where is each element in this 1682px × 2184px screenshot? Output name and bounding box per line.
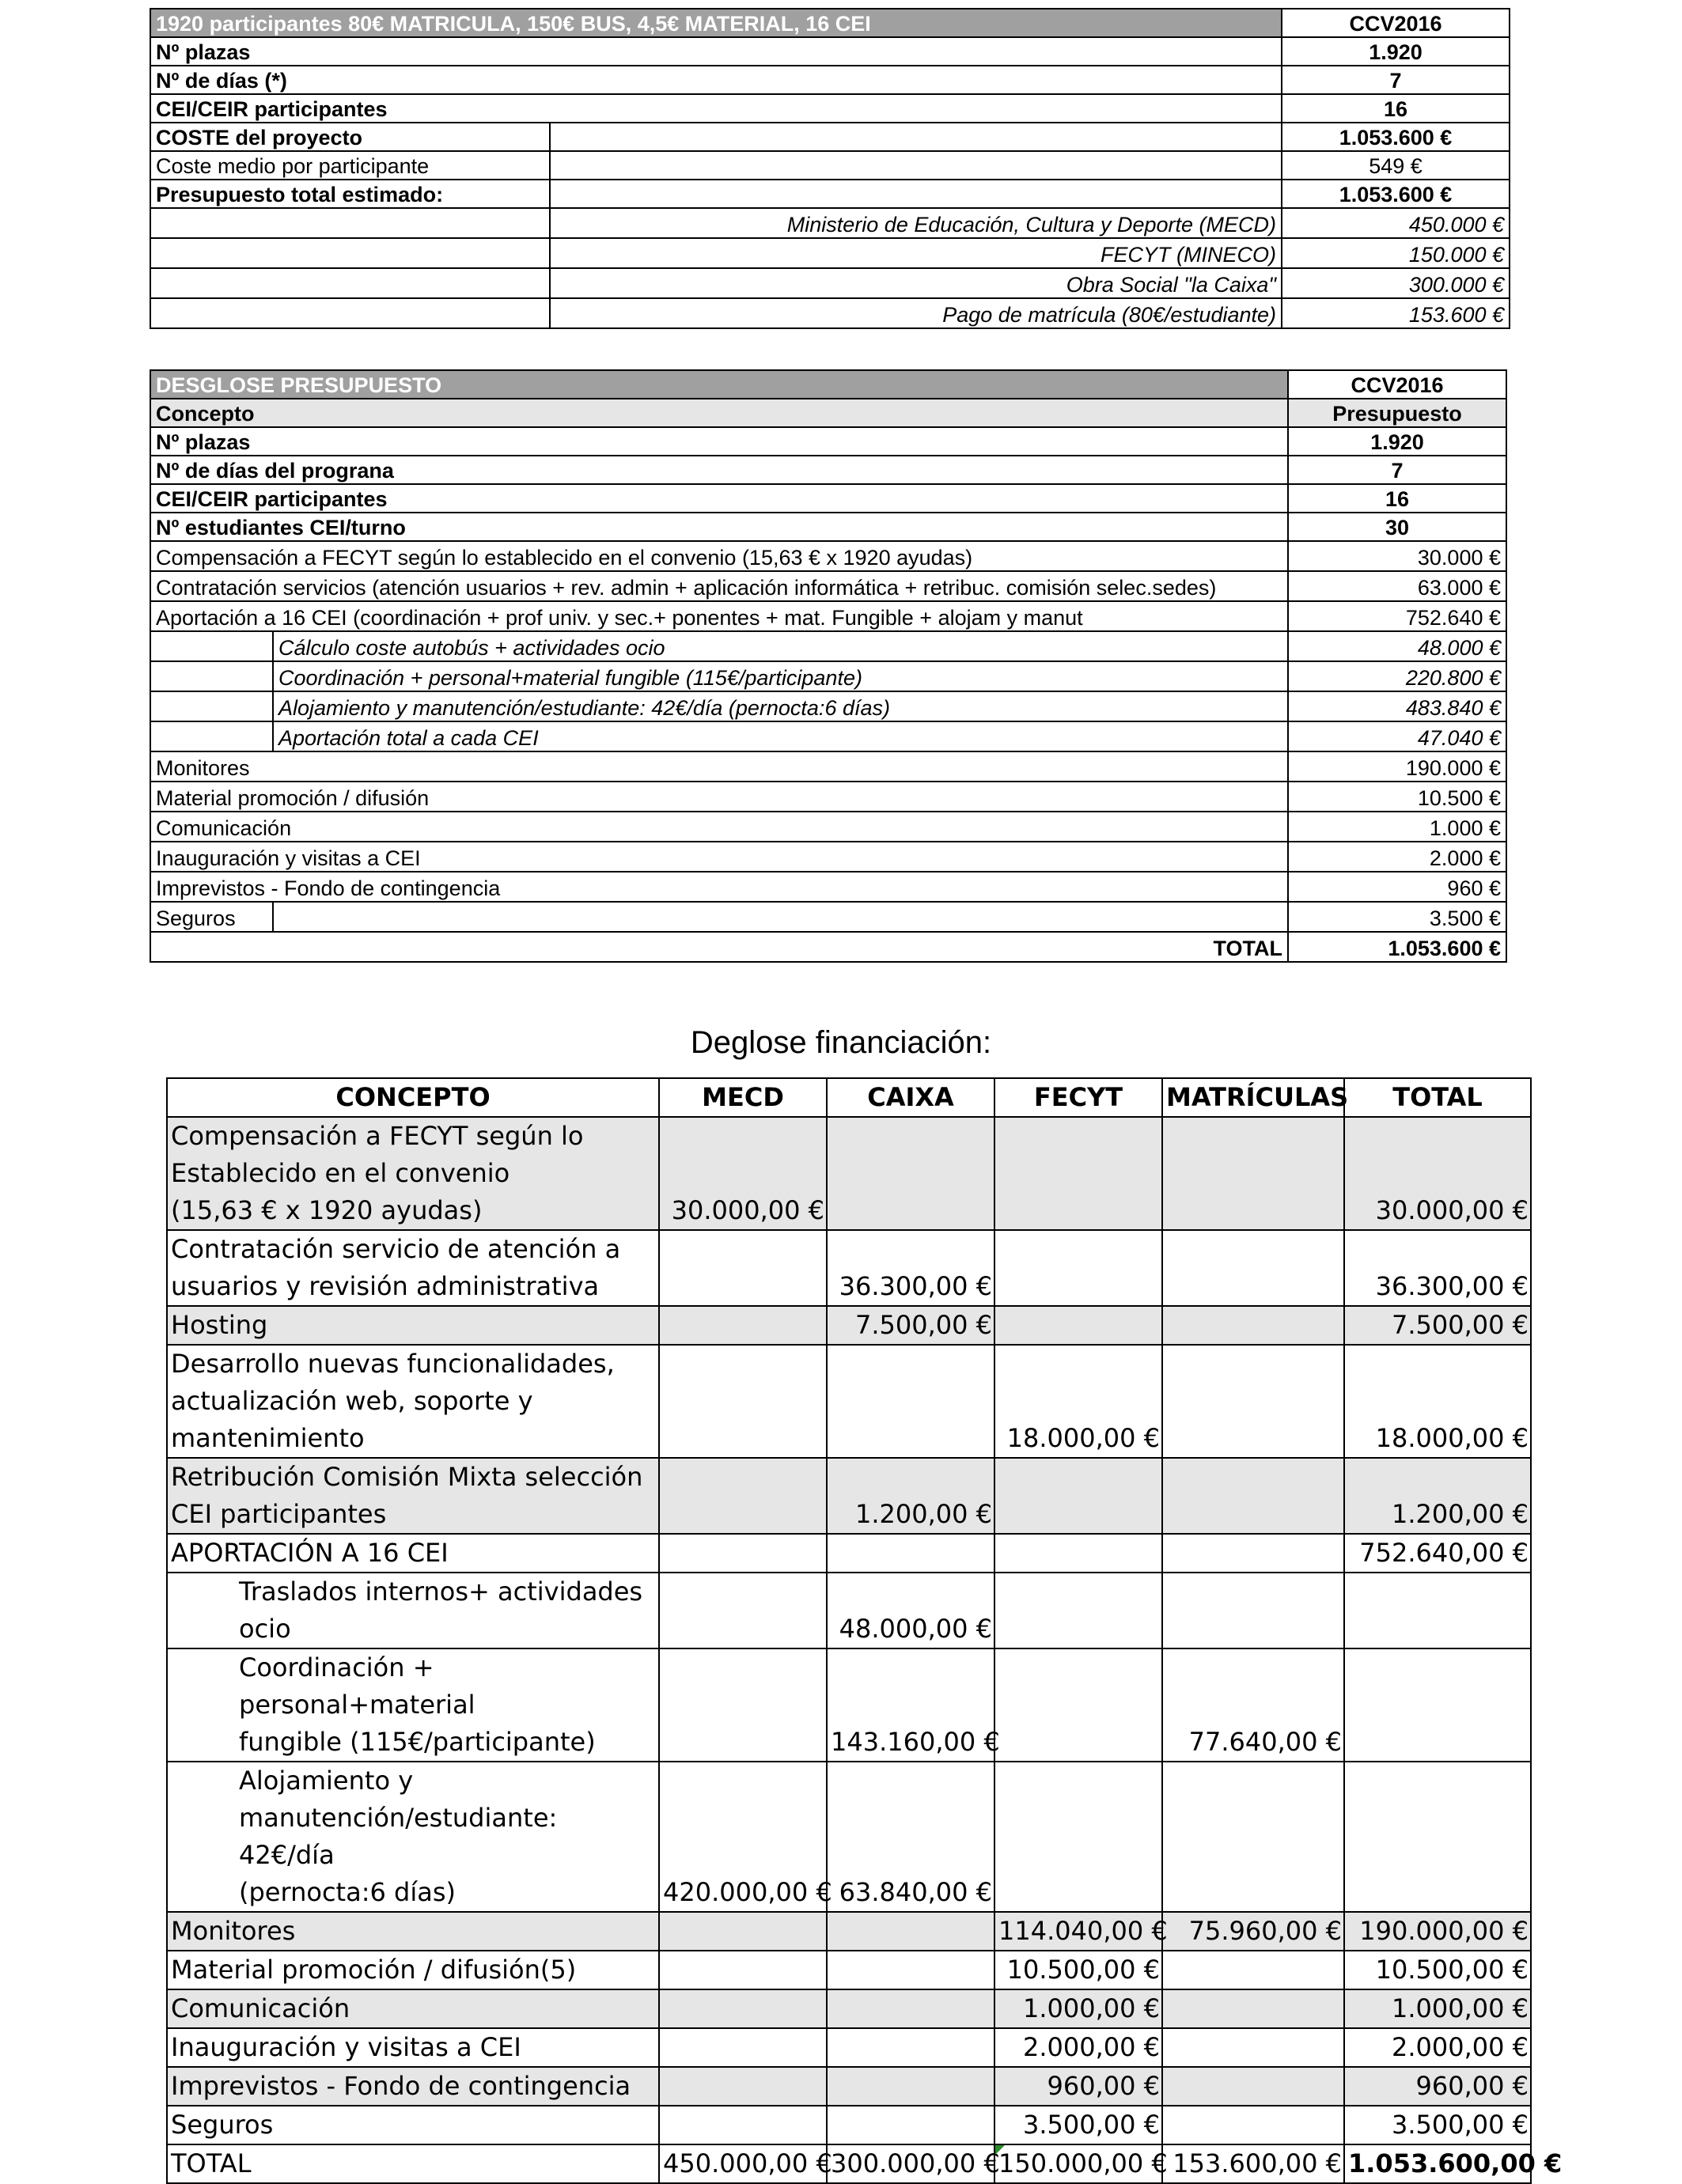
- financing-concept-line: Alojamiento y: [239, 1766, 414, 1796]
- breakdown-label: Aportación a 16 CEI (coordinación + prof univ. y sec.+ ponentes + mat. Fungible + alojam y manut: [150, 601, 1288, 631]
- financing-value-caixa: 48.000,00 €: [827, 1573, 994, 1648]
- financing-value-caixa: [827, 1989, 994, 2028]
- financing-row: [167, 1345, 1531, 1458]
- financing-concept-line: Hosting: [171, 1310, 268, 1340]
- financing-value-mecd: [659, 1951, 827, 1989]
- financing-header-fecyt: FECYT: [994, 1078, 1162, 1117]
- financing-value-caixa: [827, 2106, 994, 2144]
- breakdown-indent-cell: [150, 631, 273, 661]
- financing-concept: [167, 1117, 659, 1230]
- breakdown-value: 10.500 €: [1288, 782, 1506, 812]
- breakdown-value: 752.640 €: [1288, 601, 1506, 631]
- breakdown-sub-value: 220.800 €: [1288, 661, 1506, 691]
- financing-total-fecyt: 150.000,00 €: [994, 2144, 1162, 2183]
- breakdown-label: Nº de días del prograna: [150, 456, 1288, 484]
- breakdown-concept-value: Presupuesto: [1288, 399, 1506, 427]
- financing-value-total: 960,00 €: [1344, 2067, 1531, 2106]
- summary-value: 1.920: [1282, 37, 1510, 66]
- financing-concept: [167, 1345, 659, 1458]
- financing-value-caixa: [827, 1345, 994, 1458]
- financing-value-total: 2.000,00 €: [1344, 2028, 1531, 2067]
- financing-value-mecd: [659, 1912, 827, 1951]
- financing-concept: [167, 1534, 659, 1573]
- financing-concept-line: usuarios y revisión administrativa: [171, 1271, 600, 1301]
- financing-value-mecd: 30.000,00 €: [659, 1117, 827, 1230]
- financing-row: [167, 1951, 1531, 1989]
- financing-value-mecd: [659, 1573, 827, 1648]
- financing-value-mecd: [659, 2106, 827, 2144]
- breakdown-value: 30.000 €: [1288, 541, 1506, 571]
- financing-row: [167, 1989, 1531, 2028]
- financing-concept-line: ocio: [239, 1614, 291, 1644]
- financing-title: Deglose financiación:: [690, 1025, 992, 1060]
- financing-header-caixa: CAIXA: [827, 1078, 994, 1117]
- breakdown-label: Nº estudiantes CEI/turno: [150, 513, 1288, 541]
- financing-row: [167, 1458, 1531, 1534]
- breakdown-value: 3.500 €: [1288, 902, 1506, 932]
- financing-total-total: 1.053.600,00 €: [1344, 2144, 1531, 2183]
- financing-concept: [167, 1989, 659, 2028]
- financing-concept-line: Comunicación: [171, 1993, 350, 2023]
- financing-concept: [167, 1762, 659, 1912]
- financing-value-total: 752.640,00 €: [1344, 1534, 1531, 1573]
- financing-concept: [167, 2028, 659, 2067]
- financing-concept-line: Contratación servicio de atención a: [171, 1234, 621, 1264]
- financing-value-fecyt: [994, 1306, 1162, 1345]
- financing-concept-line: actualización web, soporte y: [171, 1386, 533, 1416]
- financing-concept: [167, 1573, 659, 1648]
- financing-concept: [167, 1912, 659, 1951]
- summary-header-col: CCV2016: [1282, 9, 1510, 37]
- financing-value-caixa: 143.160,00 €: [827, 1648, 994, 1762]
- financing-value-matriculas: [1162, 1458, 1344, 1534]
- financing-value-total: 30.000,00 €: [1344, 1117, 1531, 1230]
- breakdown-header-col: CCV2016: [1288, 370, 1506, 399]
- financing-concept-line: APORTACIÓN A 16 CEI: [171, 1538, 449, 1568]
- breakdown-label: Monitores: [150, 751, 1288, 782]
- financing-concept: [167, 1648, 659, 1762]
- financing-value-caixa: 1.200,00 €: [827, 1458, 994, 1534]
- summary-value: 16: [1282, 94, 1510, 123]
- breakdown-indent-cell: [150, 691, 273, 721]
- financing-value-mecd: 420.000,00 €: [659, 1762, 827, 1912]
- financing-row: [167, 1306, 1531, 1345]
- financing-concept-line: CEI participantes: [171, 1499, 387, 1529]
- summary-empty-cell: [550, 151, 1282, 180]
- breakdown-sub-label: Alojamiento y manutención/estudiante: 42€/día (pernocta:6 días): [273, 691, 1288, 721]
- financing-value-matriculas: [1162, 2106, 1344, 2144]
- financing-concept-line: Coordinación + personal+material: [239, 1652, 475, 1720]
- breakdown-sub-label: Cálculo coste autobús + actividades ocio: [273, 631, 1288, 661]
- funder-value: 150.000 €: [1282, 238, 1510, 268]
- financing-total-mecd: 450.000,00 €: [659, 2144, 827, 2183]
- financing-value-matriculas: [1162, 1345, 1344, 1458]
- financing-value-matriculas: [1162, 1534, 1344, 1573]
- summary-header-title: 1920 participantes 80€ MATRICULA, 150€ BUS, 4,5€ MATERIAL, 16 CEI: [150, 9, 1282, 37]
- financing-value-fecyt: 3.500,00 €: [994, 2106, 1162, 2144]
- financing-header-concepto: CONCEPTO: [167, 1078, 659, 1117]
- financing-concept-line: Establecido en el convenio: [171, 1158, 510, 1188]
- summary-empty-cell: [150, 268, 550, 298]
- funder-label: Pago de matrícula (80€/estudiante): [550, 298, 1282, 328]
- summary-value: 549 €: [1282, 151, 1510, 180]
- breakdown-label: CEI/CEIR participantes: [150, 484, 1288, 513]
- summary-label: COSTE del proyecto: [150, 123, 550, 151]
- financing-value-fecyt: 114.040,00 €: [994, 1912, 1162, 1951]
- financing-value-fecyt: 10.500,00 €: [994, 1951, 1162, 1989]
- financing-concept-line: Imprevistos - Fondo de contingencia: [171, 2071, 631, 2101]
- financing-value-total: [1344, 1648, 1531, 1762]
- financing-row: [167, 2028, 1531, 2067]
- breakdown-indent-cell: [150, 661, 273, 691]
- financing-total-label: TOTAL: [167, 2144, 659, 2183]
- summary-empty-cell: [550, 123, 1282, 151]
- breakdown-sub-value: 483.840 €: [1288, 691, 1506, 721]
- breakdown-label: Imprevistos - Fondo de contingencia: [150, 872, 1288, 902]
- financing-total-matriculas: 153.600,00 €: [1162, 2144, 1344, 2183]
- funder-value: 450.000 €: [1282, 208, 1510, 238]
- financing-value-matriculas: [1162, 1117, 1344, 1230]
- financing-concept: [167, 1458, 659, 1534]
- financing-value-fecyt: [994, 1534, 1162, 1573]
- breakdown-label: Nº plazas: [150, 427, 1288, 456]
- breakdown-value: 1.920: [1288, 427, 1506, 456]
- funder-label: Ministerio de Educación, Cultura y Deporte (MECD): [550, 208, 1282, 238]
- breakdown-sub-value: 47.040 €: [1288, 721, 1506, 751]
- financing-value-matriculas: [1162, 1230, 1344, 1306]
- financing-concept: [167, 1306, 659, 1345]
- financing-concept-line: Compensación a FECYT según lo: [171, 1121, 584, 1151]
- breakdown-sub-value: 48.000 €: [1288, 631, 1506, 661]
- breakdown-value: 30: [1288, 513, 1506, 541]
- financing-value-matriculas: [1162, 2067, 1344, 2106]
- breakdown-sub-label: Aportación total a cada CEI: [273, 721, 1288, 751]
- financing-value-mecd: [659, 1989, 827, 2028]
- financing-concept-line: manutención/estudiante: 42€/día: [239, 1803, 558, 1870]
- funder-value: 153.600 €: [1282, 298, 1510, 328]
- financing-concept-line: fungible (115€/participante): [239, 1727, 596, 1757]
- financing-value-total: 10.500,00 €: [1344, 1951, 1531, 1989]
- financing-value-total: 3.500,00 €: [1344, 2106, 1531, 2144]
- summary-label: Presupuesto total estimado:: [150, 180, 550, 208]
- financing-row: [167, 1762, 1531, 1912]
- financing-value-caixa: [827, 2067, 994, 2106]
- summary-empty-cell: [150, 298, 550, 328]
- breakdown-value: 63.000 €: [1288, 571, 1506, 601]
- breakdown-value: 960 €: [1288, 872, 1506, 902]
- financing-concept-line: Monitores: [171, 1916, 296, 1946]
- breakdown-label: Compensación a FECYT según lo establecido en el convenio (15,63 € x 1920 ayudas): [150, 541, 1288, 571]
- financing-header-matriculas: MATRÍCULAS: [1162, 1078, 1344, 1117]
- breakdown-indent-cell: [150, 721, 273, 751]
- financing-value-mecd: [659, 2067, 827, 2106]
- financing-value-fecyt: 2.000,00 €: [994, 2028, 1162, 2067]
- breakdown-value: 190.000 €: [1288, 751, 1506, 782]
- funder-label: FECYT (MINECO): [550, 238, 1282, 268]
- financing-value-fecyt: [994, 1458, 1162, 1534]
- financing-total-caixa: 300.000,00 €: [827, 2144, 994, 2183]
- financing-concept-line: Desarrollo nuevas funcionalidades,: [171, 1349, 615, 1379]
- financing-value-caixa: 36.300,00 €: [827, 1230, 994, 1306]
- summary-label: Nº plazas: [150, 37, 1282, 66]
- breakdown-table: [150, 369, 1507, 963]
- financing-row: [167, 1230, 1531, 1306]
- financing-row: [167, 1648, 1531, 1762]
- funder-value: 300.000 €: [1282, 268, 1510, 298]
- summary-label: CEI/CEIR participantes: [150, 94, 1282, 123]
- financing-value-mecd: [659, 1534, 827, 1573]
- financing-concept: [167, 1230, 659, 1306]
- breakdown-value: 2.000 €: [1288, 842, 1506, 872]
- breakdown-concept-label: Concepto: [150, 399, 1288, 427]
- financing-concept-line: mantenimiento: [171, 1423, 365, 1453]
- breakdown-header-title: DESGLOSE PRESUPUESTO: [150, 370, 1288, 399]
- financing-concept-line: Seguros: [171, 2110, 274, 2140]
- financing-value-total: 1.200,00 €: [1344, 1458, 1531, 1534]
- financing-row: [167, 2067, 1531, 2106]
- financing-value-fecyt: 1.000,00 €: [994, 1989, 1162, 2028]
- summary-table: [150, 8, 1510, 329]
- financing-value-fecyt: [994, 1230, 1162, 1306]
- financing-value-matriculas: [1162, 2028, 1344, 2067]
- financing-value-mecd: [659, 1306, 827, 1345]
- summary-label: Nº de días (*): [150, 66, 1282, 94]
- financing-row: [167, 1534, 1531, 1573]
- financing-value-caixa: [827, 1534, 994, 1573]
- financing-value-matriculas: [1162, 1951, 1344, 1989]
- financing-value-fecyt: [994, 1117, 1162, 1230]
- summary-empty-cell: [150, 238, 550, 268]
- financing-value-caixa: [827, 1117, 994, 1230]
- financing-concept-line: Inauguración y visitas a CEI: [171, 2032, 521, 2062]
- financing-value-mecd: [659, 1648, 827, 1762]
- breakdown-total-label: TOTAL: [150, 932, 1288, 962]
- breakdown-label: Comunicación: [150, 812, 1288, 842]
- financing-value-total: 190.000,00 €: [1344, 1912, 1531, 1951]
- summary-empty-cell: [150, 208, 550, 238]
- financing-concept: [167, 2067, 659, 2106]
- breakdown-label: Seguros: [150, 902, 273, 932]
- summary-label: Coste medio por participante: [150, 151, 550, 180]
- financing-concept-line: (pernocta:6 días): [239, 1877, 456, 1907]
- summary-value: 1.053.600 €: [1282, 180, 1510, 208]
- financing-value-fecyt: [994, 1573, 1162, 1648]
- breakdown-label: Inauguración y visitas a CEI: [150, 842, 1288, 872]
- financing-value-fecyt: [994, 1648, 1162, 1762]
- financing-concept-line: (15,63 € x 1920 ayudas): [171, 1195, 483, 1225]
- financing-value-total: [1344, 1573, 1531, 1648]
- funder-label: Obra Social "la Caixa": [550, 268, 1282, 298]
- financing-concept-line: Retribución Comisión Mixta selección: [171, 1462, 643, 1492]
- breakdown-empty-cell: [273, 902, 1288, 932]
- financing-value-total: 1.000,00 €: [1344, 1989, 1531, 2028]
- financing-value-fecyt: [994, 1762, 1162, 1912]
- financing-value-mecd: [659, 2028, 827, 2067]
- financing-concept: [167, 2106, 659, 2144]
- breakdown-total-value: 1.053.600 €: [1288, 932, 1506, 962]
- financing-value-matriculas: [1162, 1306, 1344, 1345]
- financing-row: [167, 2106, 1531, 2144]
- summary-value: 1.053.600 €: [1282, 123, 1510, 151]
- summary-value: 7: [1282, 66, 1510, 94]
- financing-concept: [167, 1951, 659, 1989]
- financing-value-total: 18.000,00 €: [1344, 1345, 1531, 1458]
- financing-value-matriculas: [1162, 1573, 1344, 1648]
- financing-row: [167, 1573, 1531, 1648]
- financing-value-mecd: [659, 1345, 827, 1458]
- financing-value-caixa: 7.500,00 €: [827, 1306, 994, 1345]
- financing-value-fecyt: 960,00 €: [994, 2067, 1162, 2106]
- financing-header-mecd: MECD: [659, 1078, 827, 1117]
- financing-header-total: TOTAL: [1344, 1078, 1531, 1117]
- financing-row: [167, 1117, 1531, 1230]
- breakdown-value: 1.000 €: [1288, 812, 1506, 842]
- financing-value-matriculas: [1162, 1989, 1344, 2028]
- financing-value-mecd: [659, 1458, 827, 1534]
- breakdown-value: 7: [1288, 456, 1506, 484]
- financing-value-mecd: [659, 1230, 827, 1306]
- financing-concept-line: Material promoción / difusión(5): [171, 1955, 577, 1985]
- financing-value-total: [1344, 1762, 1531, 1912]
- financing-value-caixa: 63.840,00 €: [827, 1762, 994, 1912]
- financing-value-matriculas: [1162, 1762, 1344, 1912]
- summary-empty-cell: [550, 180, 1282, 208]
- financing-value-total: 7.500,00 €: [1344, 1306, 1531, 1345]
- financing-row: [167, 1912, 1531, 1951]
- financing-value-total: 36.300,00 €: [1344, 1230, 1531, 1306]
- financing-value-matriculas: 75.960,00 €: [1162, 1912, 1344, 1951]
- financing-value-matriculas: 77.640,00 €: [1162, 1648, 1344, 1762]
- breakdown-label: Material promoción / difusión: [150, 782, 1288, 812]
- financing-value-caixa: [827, 1912, 994, 1951]
- breakdown-value: 16: [1288, 484, 1506, 513]
- financing-value-fecyt: 18.000,00 €: [994, 1345, 1162, 1458]
- financing-total-row: [167, 2144, 1531, 2183]
- financing-value-caixa: [827, 1951, 994, 1989]
- breakdown-sub-label: Coordinación + personal+material fungible (115€/participante): [273, 661, 1288, 691]
- financing-value-caixa: [827, 2028, 994, 2067]
- breakdown-label: Contratación servicios (atención usuarios + rev. admin + aplicación informática + retribuc. comisión selec.sedes): [150, 571, 1288, 601]
- financing-table: [166, 1077, 1563, 2184]
- financing-concept-line: Traslados internos+ actividades: [239, 1576, 643, 1607]
